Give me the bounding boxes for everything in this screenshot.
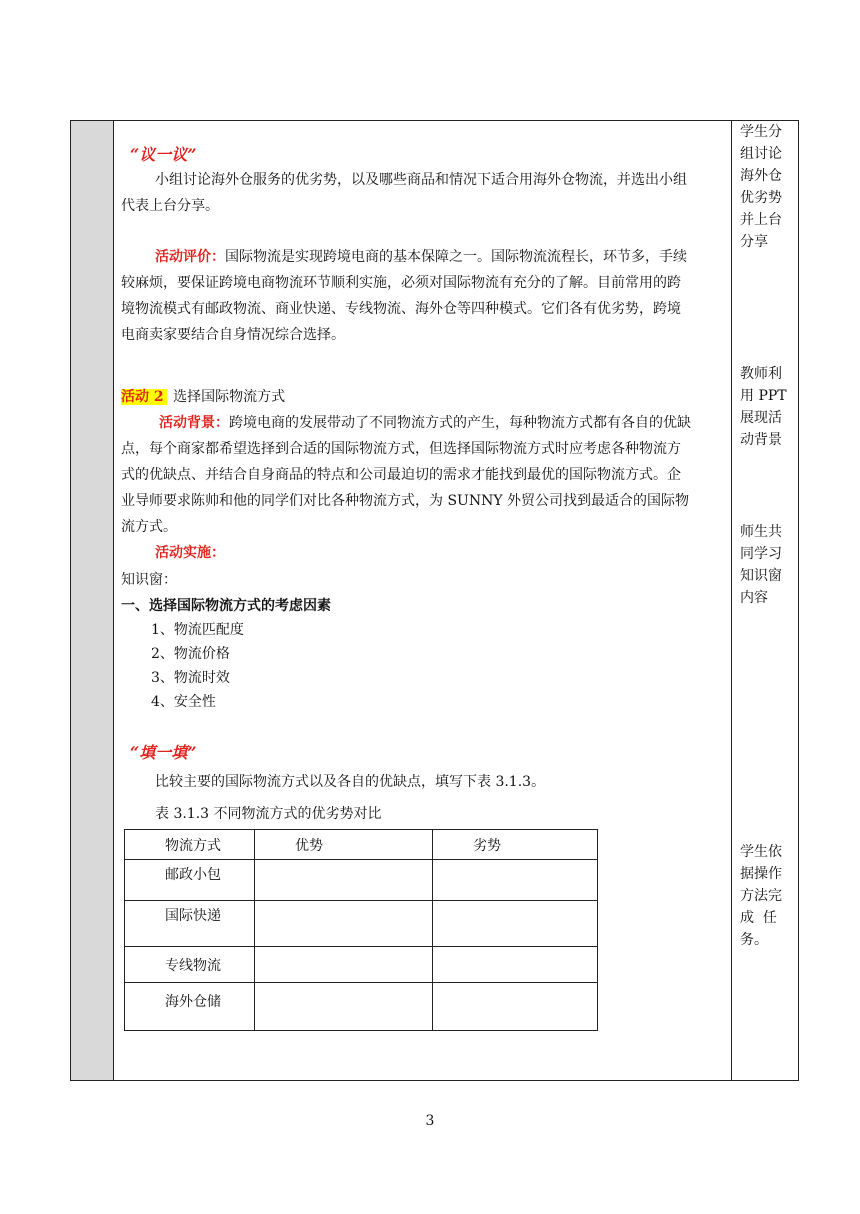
evaluation-line: 较麻烦，要保证跨境电商物流环节顺利实施，必须对国际物流有充分的了解。目前常用的跨 <box>121 275 681 291</box>
table-header-row <box>125 830 598 860</box>
note-line: 同学习 <box>740 546 782 562</box>
empty-cell[interactable] <box>433 901 598 947</box>
evaluation-line: 国际物流是实现跨境电商的基本保障之一。国际物流流程长，环节多，手续 <box>225 249 687 265</box>
evaluation-paragraph-first <box>155 245 687 269</box>
knowledge-label: 知识窗： <box>121 572 177 588</box>
table-row <box>125 983 598 1031</box>
activity2-title-row <box>121 385 285 409</box>
empty-cell[interactable] <box>433 983 598 1031</box>
note-learn-together <box>740 521 792 609</box>
background-line: 式的优缺点、并结合自身商品的特点和公司最迫切的需求才能找到最优的国际物流方式。企 <box>121 467 681 483</box>
activity2-tag: 活动 2 <box>121 389 167 405</box>
header-disadvantage: 劣势 <box>433 830 598 860</box>
table-row <box>125 860 598 901</box>
header-advantage: 优势 <box>255 830 433 860</box>
table-caption: 表 3.1.3 不同物流方式的优劣势对比 <box>155 806 382 822</box>
note-line: 并上台 <box>740 212 782 228</box>
note-line: 用 PPT <box>740 388 787 404</box>
note-line: 优劣势 <box>740 190 782 206</box>
fill-heading: “填一填” <box>130 743 197 762</box>
evaluation-line: 境物流模式有邮政物流、商业快递、专线物流、海外仓等四种模式。它们各有优劣势，跨境 <box>121 301 681 317</box>
note-line: 内容 <box>740 590 768 606</box>
row-label: 专线物流 <box>125 947 255 983</box>
note-line: 展现活 <box>740 410 782 426</box>
activity2-title: 选择国际物流方式 <box>173 389 286 405</box>
background-label: 活动背景： <box>159 415 229 431</box>
background-line: 流方式。 <box>121 519 177 535</box>
table-row <box>125 901 598 947</box>
left-shaded-column <box>71 121 114 1080</box>
empty-cell[interactable] <box>255 947 433 983</box>
note-line: 师生共 <box>740 524 782 540</box>
note-line: 成 任 <box>740 910 777 926</box>
note-line: 组讨论 <box>740 146 782 162</box>
note-line: 动背景 <box>740 432 782 448</box>
note-line: 教师利 <box>740 366 782 382</box>
empty-cell[interactable] <box>255 901 433 947</box>
discuss-text-line: 小组讨论海外仓服务的优劣势，以及哪些商品和情况下适合用海外仓物流，并选出小组 <box>155 172 687 188</box>
row-label: 海外仓储 <box>125 983 255 1031</box>
note-line: 方法完 <box>740 888 782 904</box>
note-line: 海外仓 <box>740 168 782 184</box>
note-line: 学生依 <box>740 844 782 860</box>
comparison-table <box>124 829 598 1031</box>
background-line: 业导师要求陈帅和他的同学们对比各种物流方式，为 SUNNY 外贸公司找到最适合的国际物 <box>121 493 690 509</box>
implement-label: 活动实施： <box>155 545 225 561</box>
empty-cell[interactable] <box>433 860 598 901</box>
empty-cell[interactable] <box>255 860 433 901</box>
note-line: 分享 <box>740 234 768 250</box>
table-row <box>125 947 598 983</box>
background-line: 跨境电商的发展带动了不同物流方式的产生，每种物流方式都有各自的优缺 <box>229 415 691 431</box>
factor-item: 2、物流价格 <box>151 646 230 662</box>
note-teacher-ppt <box>740 363 792 451</box>
background-line: 点，每个商家都希望选择到合适的国际物流方式，但选择国际物流方式时应考虑各种物流方 <box>121 441 681 457</box>
note-line: 务。 <box>740 932 768 948</box>
empty-cell[interactable] <box>255 983 433 1031</box>
note-line: 学生分 <box>740 124 782 140</box>
header-method: 物流方式 <box>125 830 255 860</box>
factor-item: 4、安全性 <box>151 694 216 710</box>
factors-heading: 一、选择国际物流方式的考虑因素 <box>121 598 331 614</box>
evaluation-line: 电商卖家要结合自身情况综合选择。 <box>121 327 345 343</box>
note-discussion <box>740 121 792 253</box>
notes-column <box>731 121 798 1080</box>
discuss-heading: “议一议” <box>130 145 197 164</box>
factor-item: 1、物流匹配度 <box>151 622 244 638</box>
page-number: 3 <box>425 1113 435 1129</box>
note-line: 知识窗 <box>740 568 782 584</box>
note-line: 据操作 <box>740 866 782 882</box>
activity2-background-first <box>159 411 691 435</box>
row-label: 国际快递 <box>125 901 255 947</box>
fill-instruction: 比较主要的国际物流方式以及各自的优缺点，填写下表 3.1.3。 <box>155 774 546 790</box>
note-students-complete <box>740 841 792 951</box>
empty-cell[interactable] <box>433 947 598 983</box>
discuss-text-line: 代表上台分享。 <box>121 198 219 214</box>
evaluation-label: 活动评价： <box>155 249 225 265</box>
row-label: 邮政小包 <box>125 860 255 901</box>
factor-item: 3、物流时效 <box>151 670 230 686</box>
